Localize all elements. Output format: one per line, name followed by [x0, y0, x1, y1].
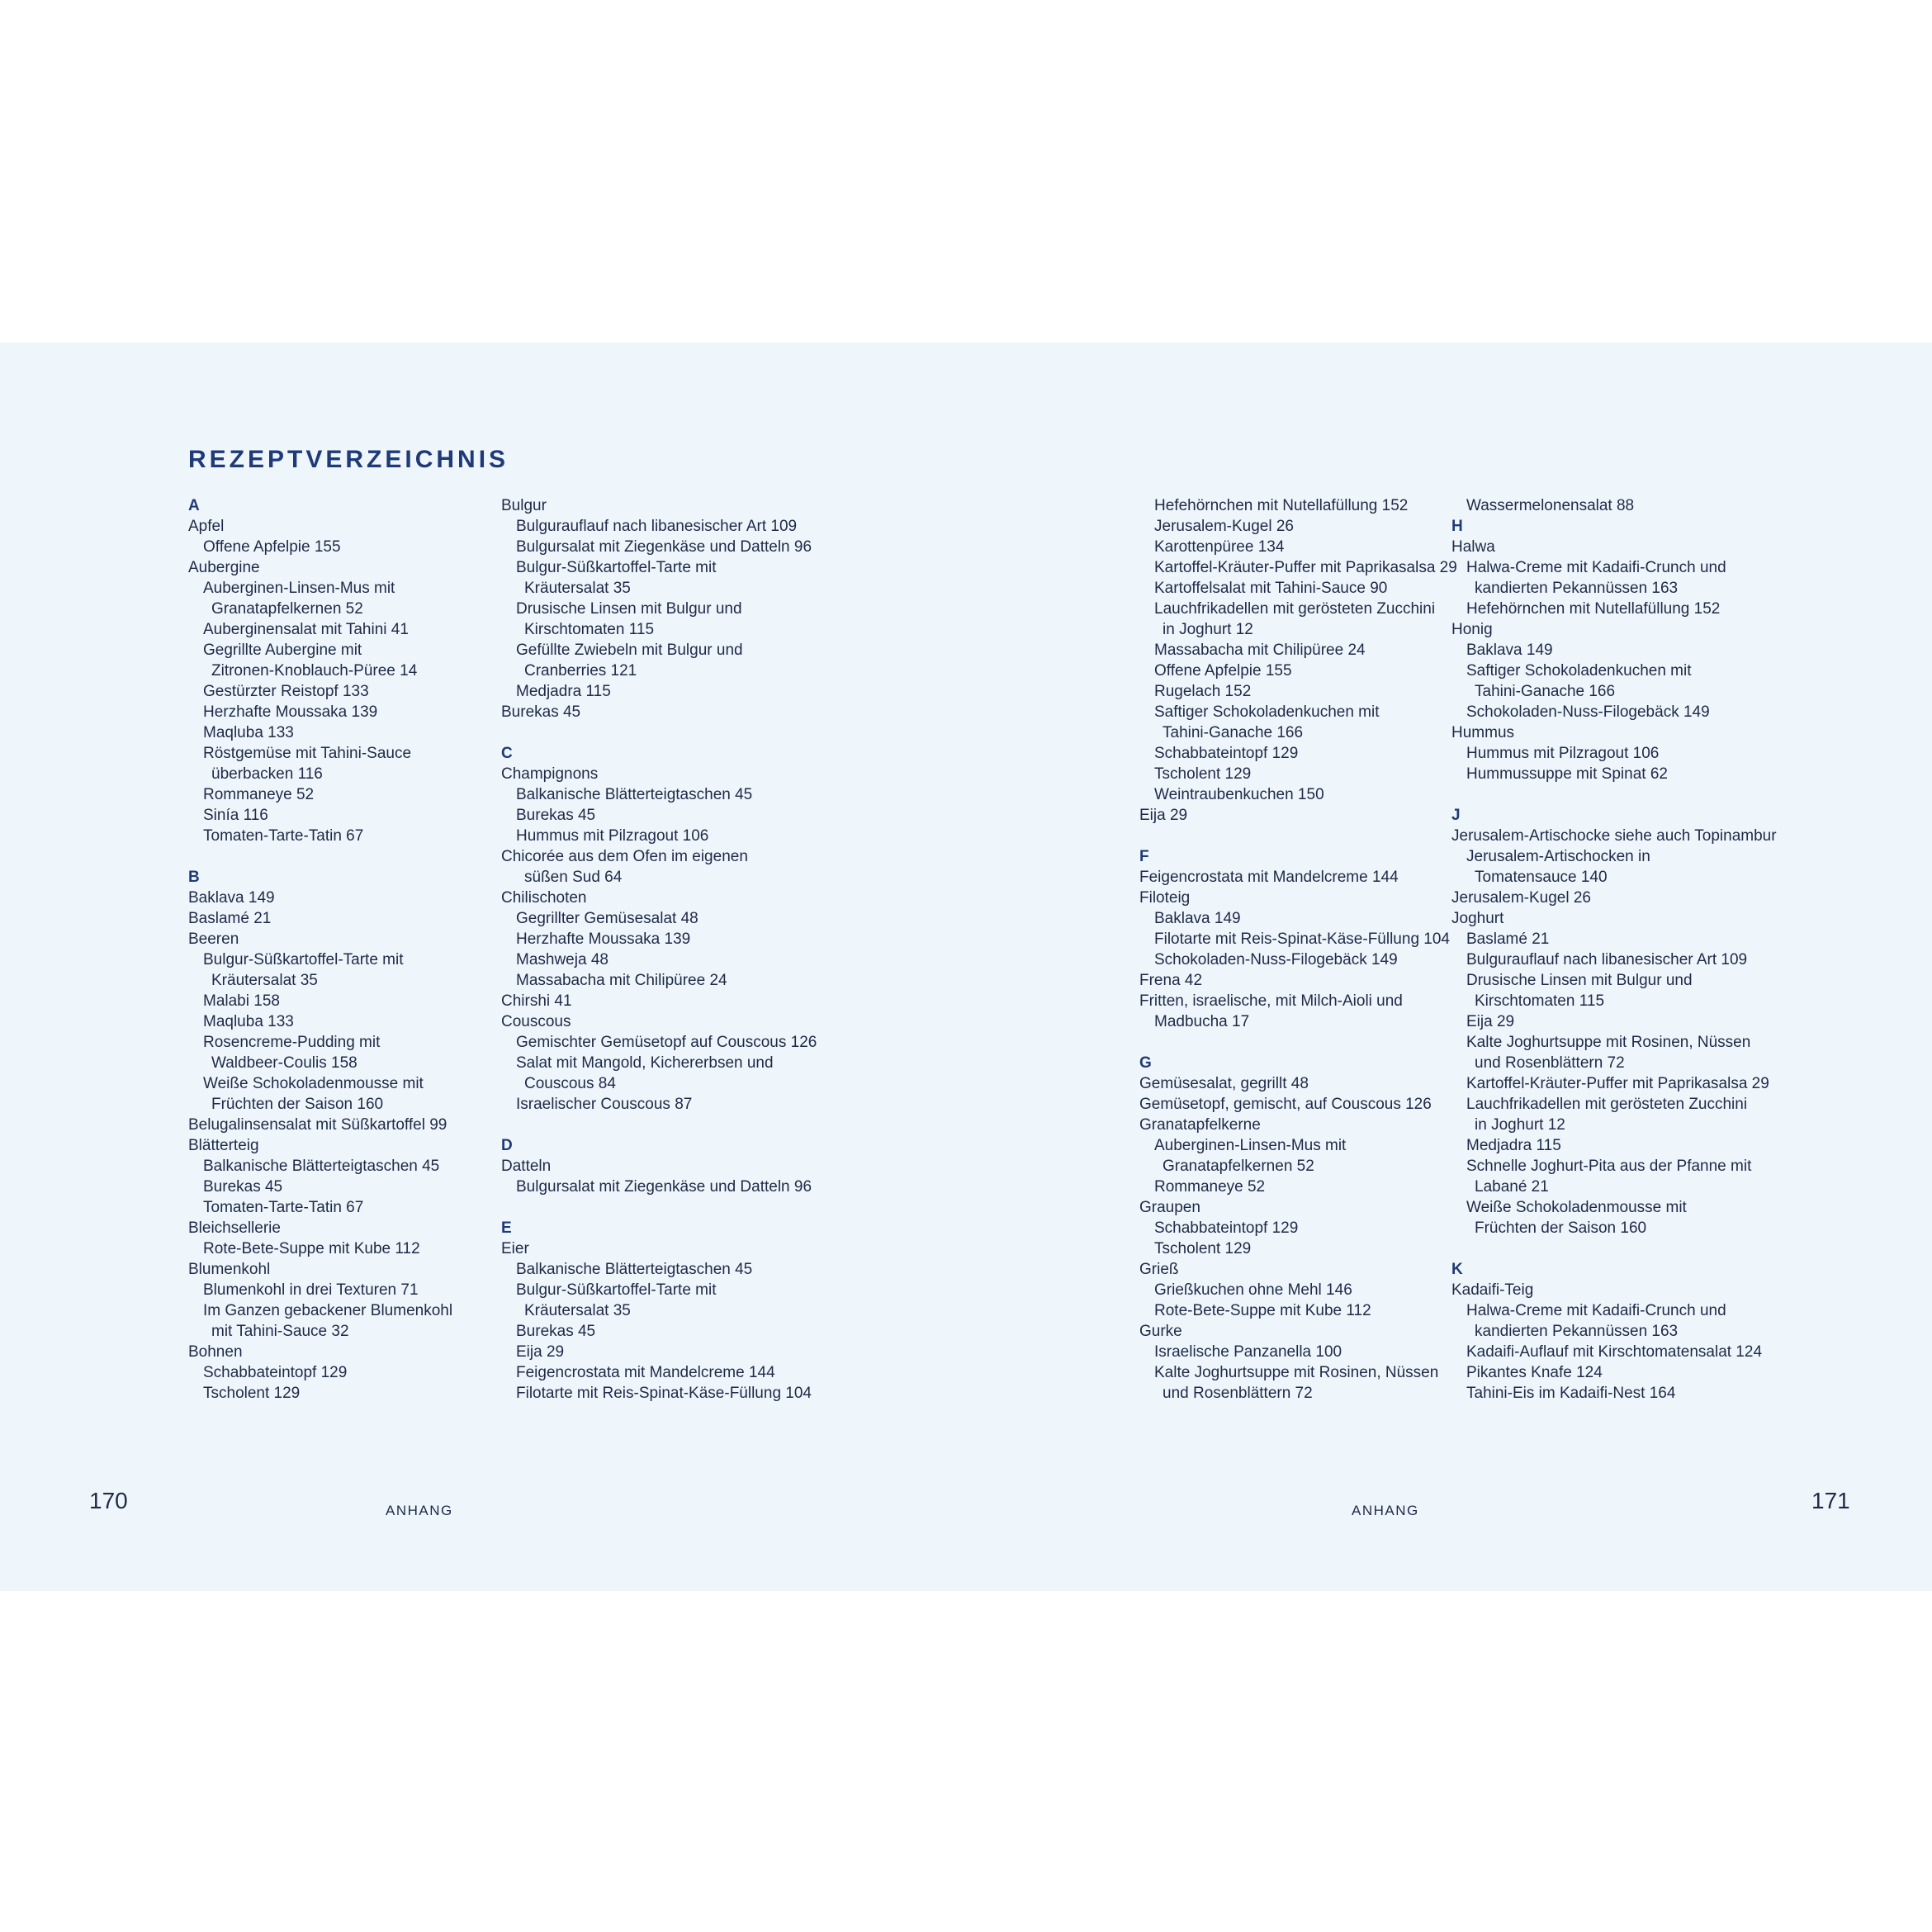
index-subentry: Baklava 149 [1466, 642, 1553, 659]
index-subentry: Tomaten-Tarte-Tatin 67 [203, 1199, 364, 1216]
index-letter-heading: D [501, 1137, 513, 1154]
index-subentry: Bulgursalat mit Ziegenkäse und Datteln 96 [516, 1178, 812, 1196]
index-subentry: Halwa-Creme mit Kadaifi-Crunch und [1466, 1302, 1726, 1319]
index-subentry: Kirschtomaten 115 [524, 621, 655, 638]
index-letter-heading: J [1451, 807, 1461, 824]
index-subentry: Kadaifi-Auflauf mit Kirschtomatensalat 124 [1466, 1343, 1763, 1361]
index-subentry: Bulgur-Süßkartoffel-Tarte mit [516, 1281, 717, 1299]
index-subentry: und Rosenblättern 72 [1475, 1054, 1625, 1072]
index-entry: Belugalinsensalat mit Süßkartoffel 99 [188, 1116, 447, 1134]
index-subentry: Burekas 45 [516, 1323, 596, 1340]
index-column-1 [188, 495, 494, 1404]
index-subentry: Schnelle Joghurt-Pita aus der Pfanne mit [1466, 1158, 1752, 1175]
index-subentry: in Joghurt 12 [1475, 1116, 1565, 1134]
index-subentry: Schabbateintopf 129 [1154, 745, 1299, 762]
index-subentry: Drusische Linsen mit Bulgur und [1466, 972, 1693, 989]
index-subentry: Im Ganzen gebackener Blumenkohl [203, 1302, 453, 1319]
index-entry: Aubergine [188, 559, 260, 576]
index-entry: Blätterteig [188, 1137, 259, 1154]
index-subentry: Herzhafte Moussaka 139 [516, 930, 691, 948]
index-subentry: Saftiger Schokoladenkuchen mit [1154, 703, 1380, 721]
index-entry: Baslamé 21 [188, 910, 272, 927]
index-entry: Jerusalem-Kugel 26 [1451, 889, 1591, 907]
index-subentry: Schabbateintopf 129 [1154, 1219, 1299, 1237]
index-subentry: Tscholent 129 [1154, 1240, 1252, 1257]
index-subentry: Rugelach 152 [1154, 683, 1252, 700]
index-subentry: Kalte Joghurtsuppe mit Rosinen, Nüssen [1154, 1364, 1439, 1381]
section-spacer [1139, 826, 1445, 846]
index-subentry: Tahini-Ganache 166 [1475, 683, 1616, 700]
index-subentry: Balkanische Blätterteigtaschen 45 [516, 1261, 753, 1278]
index-subentry: Massabacha mit Chilipüree 24 [516, 972, 727, 989]
index-entry: Bleichsellerie [188, 1219, 281, 1237]
index-subentry: Lauchfrikadellen mit gerösteten Zucchini [1154, 600, 1436, 618]
index-subentry: Tahini-Ganache 166 [1163, 724, 1304, 741]
index-subentry: Filotarte mit Reis-Spinat-Käse-Füllung 104 [1154, 930, 1450, 948]
index-entry: Couscous [501, 1013, 571, 1030]
index-spread [0, 343, 1932, 1591]
index-subentry: in Joghurt 12 [1163, 621, 1253, 638]
index-subentry: kandierten Pekannüssen 163 [1475, 580, 1679, 597]
index-entry: Baklava 149 [188, 889, 275, 907]
index-subentry: Gegrillter Gemüsesalat 48 [516, 910, 698, 927]
index-subentry: Gegrillte Aubergine mit [203, 642, 362, 659]
index-letter-heading: G [1139, 1054, 1152, 1072]
index-subentry: Eija 29 [1466, 1013, 1515, 1030]
index-entry: Filoteig [1139, 889, 1191, 907]
index-subentry: Kirschtomaten 115 [1475, 992, 1605, 1010]
index-subentry: Kartoffelsalat mit Tahini-Sauce 90 [1154, 580, 1388, 597]
index-subentry: Offene Apfelpie 155 [203, 538, 341, 556]
section-spacer [501, 1115, 807, 1135]
index-subentry: Bulgurauflauf nach libanesischer Art 109 [516, 518, 798, 535]
section-spacer [1451, 784, 1757, 805]
index-letter-heading: B [188, 869, 200, 886]
index-subentry: Kräutersalat 35 [211, 972, 318, 989]
index-subentry: Maqluba 133 [203, 1013, 294, 1030]
index-letter-heading: H [1451, 518, 1463, 535]
index-subentry: Israelische Panzanella 100 [1154, 1343, 1342, 1361]
index-subentry: Israelischer Couscous 87 [516, 1096, 693, 1113]
index-letter-heading: E [501, 1219, 512, 1237]
index-subentry: Maqluba 133 [203, 724, 294, 741]
index-entry: Frena 42 [1139, 972, 1203, 989]
index-entry: Honig [1451, 621, 1493, 638]
index-subentry: Rommaneye 52 [1154, 1178, 1266, 1196]
index-letter-heading: F [1139, 848, 1149, 865]
index-entry: Jerusalem-Artischocke siehe auch Topinambur [1451, 827, 1777, 845]
index-entry: Blumenkohl [188, 1261, 271, 1278]
index-entry: Beeren [188, 930, 239, 948]
index-subentry: Rote-Bete-Suppe mit Kube 112 [1154, 1302, 1371, 1319]
right-running-head: ANHANG [1352, 1503, 1419, 1518]
index-subentry: süßen Sud 64 [524, 869, 623, 886]
index-entry: Chilischoten [501, 889, 587, 907]
index-letter-heading: C [501, 745, 513, 762]
index-subentry: Sinía 116 [203, 807, 268, 824]
index-subentry: Gestürzter Reistopf 133 [203, 683, 369, 700]
index-letter-heading: A [188, 497, 200, 514]
index-entry: Graupen [1139, 1199, 1200, 1216]
index-entry: Chirshi 41 [501, 992, 572, 1010]
index-subentry: Burekas 45 [203, 1178, 283, 1196]
index-subentry: Rommaneye 52 [203, 786, 315, 803]
index-subentry: Lauchfrikadellen mit gerösteten Zucchini [1466, 1096, 1748, 1113]
index-subentry: Eija 29 [516, 1343, 565, 1361]
index-entry: Chicorée aus dem Ofen im eigenen [501, 848, 748, 865]
index-subentry: Karottenpüree 134 [1154, 538, 1285, 556]
index-subentry: Auberginen-Linsen-Mus mit [203, 580, 395, 597]
index-subentry: Bulgursalat mit Ziegenkäse und Datteln 96 [516, 538, 812, 556]
index-entry: Datteln [501, 1158, 552, 1175]
index-entry: Gurke [1139, 1323, 1182, 1340]
index-subentry: Mashweja 48 [516, 951, 608, 968]
right-page-number: 171 [1811, 1488, 1850, 1513]
index-subentry: Auberginensalat mit Tahini 41 [203, 621, 409, 638]
index-subentry: Pikantes Knafe 124 [1466, 1364, 1603, 1381]
index-subentry: Auberginen-Linsen-Mus mit [1154, 1137, 1347, 1154]
index-subentry: Gefüllte Zwiebeln mit Bulgur und [516, 642, 743, 659]
index-subentry: und Rosenblättern 72 [1163, 1385, 1313, 1402]
left-running-head: ANHANG [386, 1503, 453, 1518]
section-spacer [188, 846, 494, 867]
index-subentry: Salat mit Mangold, Kichererbsen und [516, 1054, 774, 1072]
index-subentry: Baslamé 21 [1466, 930, 1550, 948]
index-title: REZEPTVERZEICHNIS [188, 446, 509, 473]
index-entry: Fritten, israelische, mit Milch-Aioli und [1139, 992, 1403, 1010]
index-subentry: Kräutersalat 35 [524, 580, 631, 597]
index-entry: Gemüsetopf, gemischt, auf Couscous 126 [1139, 1096, 1432, 1113]
index-subentry: Kartoffel-Kräuter-Puffer mit Paprikasalsa 29 [1154, 559, 1457, 576]
index-entry: Kadaifi-Teig [1451, 1281, 1534, 1299]
index-subentry: Bulgur-Süßkartoffel-Tarte mit [516, 559, 717, 576]
index-subentry: Jerusalem-Artischocken in [1466, 848, 1650, 865]
index-subentry: Hefehörnchen mit Nutellafüllung 152 [1154, 497, 1409, 514]
index-subentry: Herzhafte Moussaka 139 [203, 703, 378, 721]
index-subentry: Tscholent 129 [203, 1385, 301, 1402]
section-spacer [501, 722, 807, 743]
left-page-number: 170 [89, 1488, 128, 1513]
index-subentry: Früchten der Saison 160 [211, 1096, 384, 1113]
section-spacer [501, 1197, 807, 1218]
index-subentry: Balkanische Blätterteigtaschen 45 [516, 786, 753, 803]
index-subentry: Drusische Linsen mit Bulgur und [516, 600, 742, 618]
index-entry: Burekas 45 [501, 703, 581, 721]
index-entry: Apfel [188, 518, 225, 535]
index-subentry: kandierten Pekannüssen 163 [1475, 1323, 1679, 1340]
index-subentry: Blumenkohl in drei Texturen 71 [203, 1281, 419, 1299]
index-entry: Joghurt [1451, 910, 1504, 927]
index-subentry: Tomatensauce 140 [1475, 869, 1608, 886]
index-subentry: Schokoladen-Nuss-Filogebäck 149 [1154, 951, 1398, 968]
index-subentry: Waldbeer-Coulis 158 [211, 1054, 358, 1072]
index-subentry: Schabbateintopf 129 [203, 1364, 348, 1381]
index-subentry: Früchten der Saison 160 [1475, 1219, 1647, 1237]
index-subentry: Weiße Schokoladenmousse mit [203, 1075, 424, 1092]
index-subentry: Medjadra 115 [516, 683, 611, 700]
index-subentry: Baklava 149 [1154, 910, 1241, 927]
index-subentry: Granatapfelkernen 52 [1163, 1158, 1314, 1175]
index-subentry: Hummus mit Pilzragout 106 [516, 827, 709, 845]
index-subentry: Tscholent 129 [1154, 765, 1252, 783]
index-subentry: Tahini-Eis im Kadaifi-Nest 164 [1466, 1385, 1676, 1402]
section-spacer [1451, 1238, 1757, 1259]
index-entry: Halwa [1451, 538, 1495, 556]
index-subentry: Halwa-Creme mit Kadaifi-Crunch und [1466, 559, 1726, 576]
index-column-2 [501, 495, 817, 1404]
index-subentry: Granatapfelkernen 52 [211, 600, 363, 618]
index-subentry: Schokoladen-Nuss-Filogebäck 149 [1466, 703, 1710, 721]
index-column-3 [1139, 495, 1457, 1404]
index-subentry: Madbucha 17 [1154, 1013, 1250, 1030]
index-subentry: Labané 21 [1475, 1178, 1549, 1196]
index-subentry: Rote-Bete-Suppe mit Kube 112 [203, 1240, 420, 1257]
index-subentry: Kräutersalat 35 [524, 1302, 631, 1319]
section-spacer [1139, 1032, 1445, 1053]
index-subentry: Röstgemüse mit Tahini-Sauce [203, 745, 412, 762]
index-subentry: Couscous 84 [524, 1075, 616, 1092]
index-entry: Feigencrostata mit Mandelcreme 144 [1139, 869, 1399, 886]
index-entry: Eier [501, 1240, 529, 1257]
index-subentry: Filotarte mit Reis-Spinat-Käse-Füllung 104 [516, 1385, 812, 1402]
index-subentry: Malabi 158 [203, 992, 280, 1010]
index-letter-heading: K [1451, 1261, 1463, 1278]
index-entry: Bulgur [501, 497, 547, 514]
index-column-4 [1451, 495, 1777, 1404]
index-subentry: Bulgur-Süßkartoffel-Tarte mit [203, 951, 404, 968]
index-subentry: Massabacha mit Chilipüree 24 [1154, 642, 1366, 659]
index-subentry: überbacken 116 [211, 765, 323, 783]
index-subentry: Saftiger Schokoladenkuchen mit [1466, 662, 1692, 680]
index-entry: Granatapfelkerne [1139, 1116, 1261, 1134]
index-subentry: Medjadra 115 [1466, 1137, 1561, 1154]
index-entry: Champignons [501, 765, 599, 783]
index-subentry: Rosencreme-Pudding mit [203, 1034, 381, 1051]
index-entry: Grieß [1139, 1261, 1179, 1278]
index-subentry: Hummussuppe mit Spinat 62 [1466, 765, 1668, 783]
index-subentry: Weintraubenkuchen 150 [1154, 786, 1324, 803]
index-subentry: Tomaten-Tarte-Tatin 67 [203, 827, 364, 845]
index-subentry: Hummus mit Pilzragout 106 [1466, 745, 1660, 762]
index-subentry: Offene Apfelpie 155 [1154, 662, 1292, 680]
index-subentry: Hefehörnchen mit Nutellafüllung 152 [1466, 600, 1721, 618]
index-subentry: Gemischter Gemüsetopf auf Couscous 126 [516, 1034, 817, 1051]
index-entry: Hummus [1451, 724, 1515, 741]
index-subentry: Weiße Schokoladenmousse mit [1466, 1199, 1687, 1216]
index-entry: Gemüsesalat, gegrillt 48 [1139, 1075, 1309, 1092]
index-entry: Bohnen [188, 1343, 243, 1361]
index-subentry: mit Tahini-Sauce 32 [211, 1323, 349, 1340]
index-subentry: Cranberries 121 [524, 662, 637, 680]
index-subentry: Wassermelonensalat 88 [1466, 497, 1635, 514]
index-subentry: Jerusalem-Kugel 26 [1154, 518, 1294, 535]
index-subentry: Burekas 45 [516, 807, 596, 824]
index-subentry: Kalte Joghurtsuppe mit Rosinen, Nüssen [1466, 1034, 1751, 1051]
index-subentry: Feigencrostata mit Mandelcreme 144 [516, 1364, 775, 1381]
index-entry: Eija 29 [1139, 807, 1188, 824]
index-subentry: Zitronen-Knoblauch-Püree 14 [211, 662, 418, 680]
index-subentry: Bulgurauflauf nach libanesischer Art 109 [1466, 951, 1748, 968]
index-subentry: Grießkuchen ohne Mehl 146 [1154, 1281, 1352, 1299]
index-subentry: Kartoffel-Kräuter-Puffer mit Paprikasalsa 29 [1466, 1075, 1769, 1092]
index-subentry: Balkanische Blätterteigtaschen 45 [203, 1158, 440, 1175]
